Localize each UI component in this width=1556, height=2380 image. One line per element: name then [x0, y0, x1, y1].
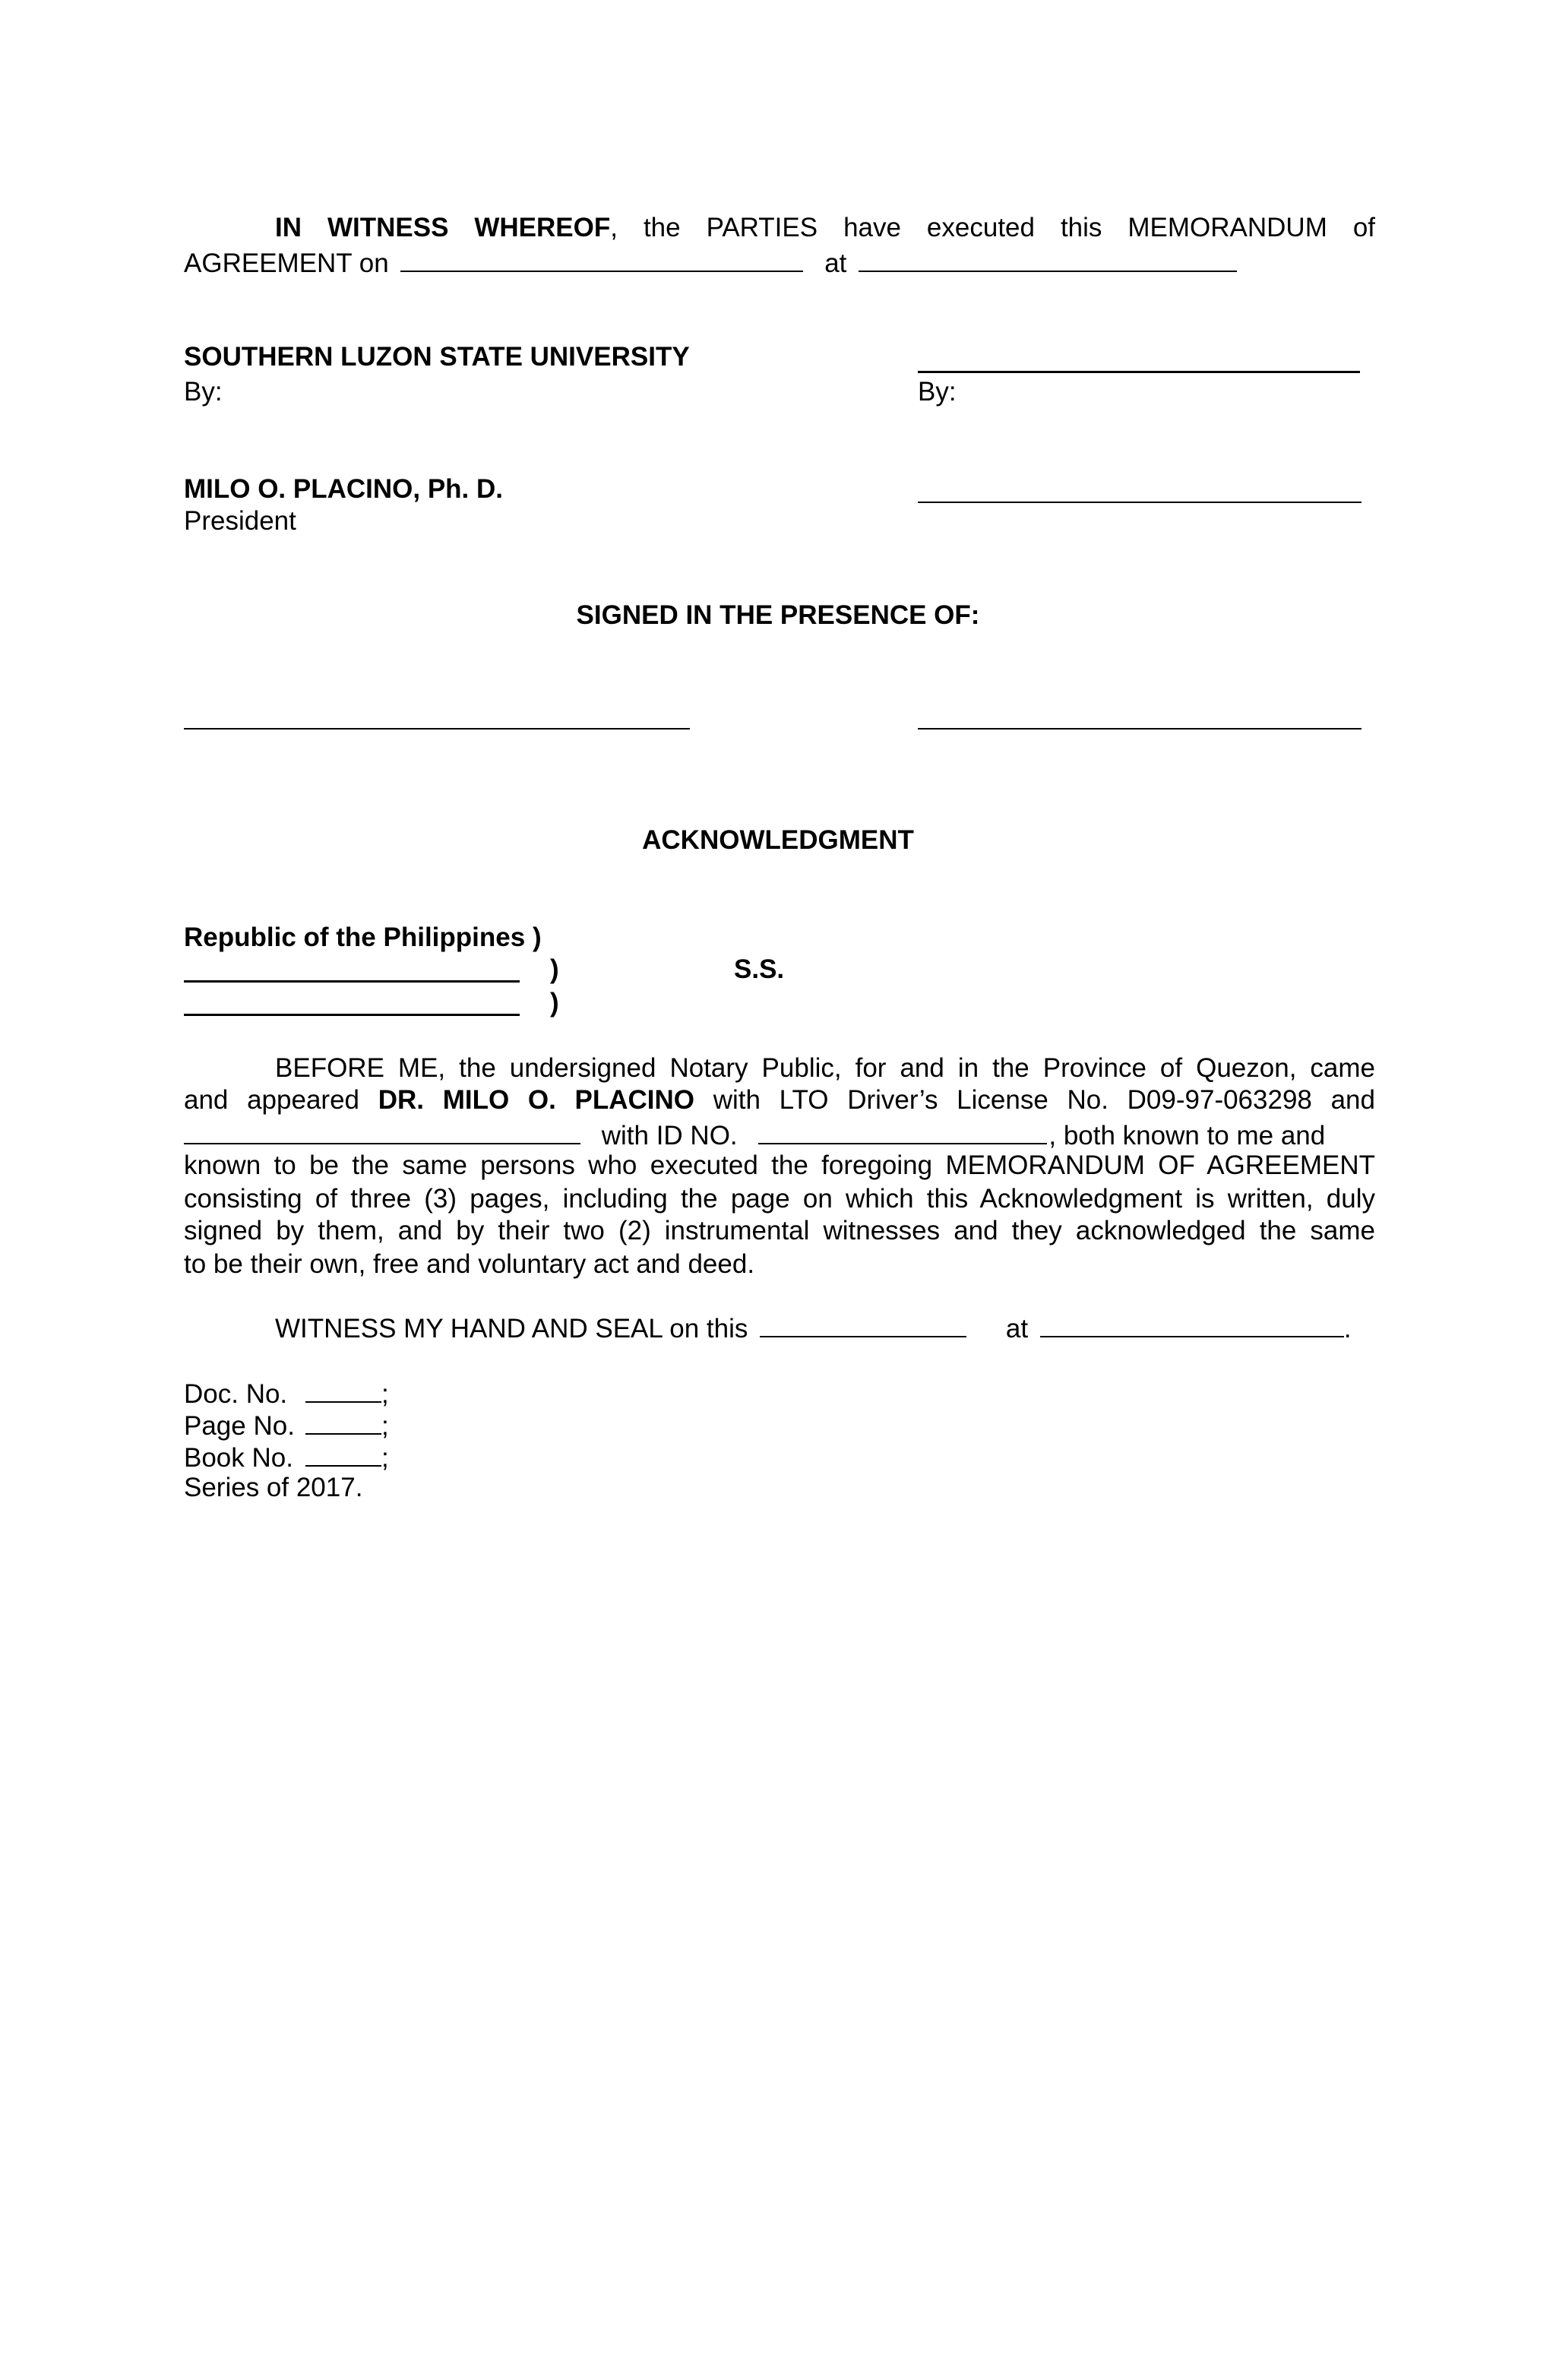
page-no	[184, 1407, 389, 1443]
doc-no	[184, 1375, 389, 1411]
agreement-date-blank	[400, 245, 803, 272]
page-no-blank	[305, 1407, 381, 1435]
presence-heading: SIGNED IN THE PRESENCE OF:	[576, 600, 980, 630]
body-line-1	[184, 1052, 1375, 1085]
seal-place-blank	[1040, 1310, 1344, 1337]
witness-signature-line-left	[184, 728, 690, 730]
body-line-3-b: , both known to me and	[1048, 1121, 1326, 1150]
body-id-blank	[758, 1117, 1047, 1144]
party-left-org: SOUTHERN LUZON STATE UNIVERSITY	[184, 342, 690, 372]
doc-no-blank	[305, 1375, 381, 1403]
book-no-label: Book No.	[184, 1443, 293, 1473]
body-line-4: known to be the same persons who executed the foregoing MEMORANDUM OF AGREEMENT	[184, 1150, 1375, 1180]
venue-paren-1: )	[532, 923, 542, 952]
venue-country-label: Republic of the Philippines	[184, 923, 526, 952]
body-name-blank	[184, 1117, 580, 1144]
venue-paren-3: )	[550, 988, 559, 1018]
body-line-5: consisting of three (3) pages, including the page on which this Acknowledgment is written, duly	[184, 1184, 1375, 1214]
witness-clause-line1	[184, 211, 1375, 245]
agreement-place-blank	[859, 245, 1237, 272]
witness-clause-lead: IN WITNESS WHEREOF	[275, 213, 611, 242]
venue-paren-2: )	[550, 954, 559, 984]
body-line-2	[184, 1084, 1375, 1117]
witness-clause-line2	[184, 245, 1237, 280]
signatory-name: MILO O. PLACINO, Ph. D.	[184, 474, 503, 504]
party-left-by: By:	[184, 377, 223, 407]
body-line-3	[184, 1117, 1375, 1153]
agreement-on-label: AGREEMENT on	[184, 248, 389, 278]
book-no-sep: ;	[381, 1443, 389, 1473]
venue-ss: S.S.	[734, 954, 785, 984]
seal-end: .	[1343, 1314, 1352, 1343]
party-right-by: By:	[918, 377, 957, 407]
book-no-blank	[305, 1439, 381, 1467]
venue-blank-2	[184, 1014, 520, 1016]
witness-clause-rest: , the PARTIES have executed this MEMORANDUM of	[610, 213, 1376, 242]
body-line-1-text: BEFORE ME, the undersigned Notary Public, for and in the Province of Quezon, came	[275, 1053, 1375, 1083]
witness-signature-line-right	[918, 728, 1362, 730]
seal-line	[275, 1310, 1352, 1346]
body-line-7: to be their own, free and voluntary act and deed.	[184, 1249, 755, 1279]
body-line-2-name: DR. MILO O. PLACINO	[378, 1085, 695, 1115]
doc-no-sep: ;	[381, 1379, 389, 1409]
book-no	[184, 1439, 389, 1475]
seal-prefix: WITNESS MY HAND AND SEAL on this	[275, 1314, 748, 1343]
doc-no-label: Doc. No.	[184, 1379, 288, 1409]
party-right-org-line	[918, 371, 1360, 373]
seal-date-blank	[760, 1310, 966, 1337]
body-line-6: signed by them, and by their two (2) instrumental witnesses and they acknowledged the same	[184, 1216, 1375, 1245]
body-line-2-b: with LTO Driver’s License No. D09-97-063298 and	[713, 1085, 1375, 1115]
signatory-title: President	[184, 506, 296, 536]
page-no-label: Page No.	[184, 1411, 295, 1441]
venue-blank-1	[184, 980, 520, 983]
party-right-signature-line	[918, 502, 1362, 503]
body-line-2-a: and appeared	[184, 1085, 360, 1115]
body-line-3-a: with ID NO.	[601, 1121, 738, 1150]
page-no-sep: ;	[381, 1411, 389, 1441]
venue-country	[184, 921, 542, 954]
series: Series of 2017.	[184, 1473, 363, 1502]
acknowledgment-heading: ACKNOWLEDGMENT	[642, 825, 914, 855]
seal-at: at	[1005, 1314, 1029, 1343]
agreement-at-label: at	[824, 248, 847, 278]
